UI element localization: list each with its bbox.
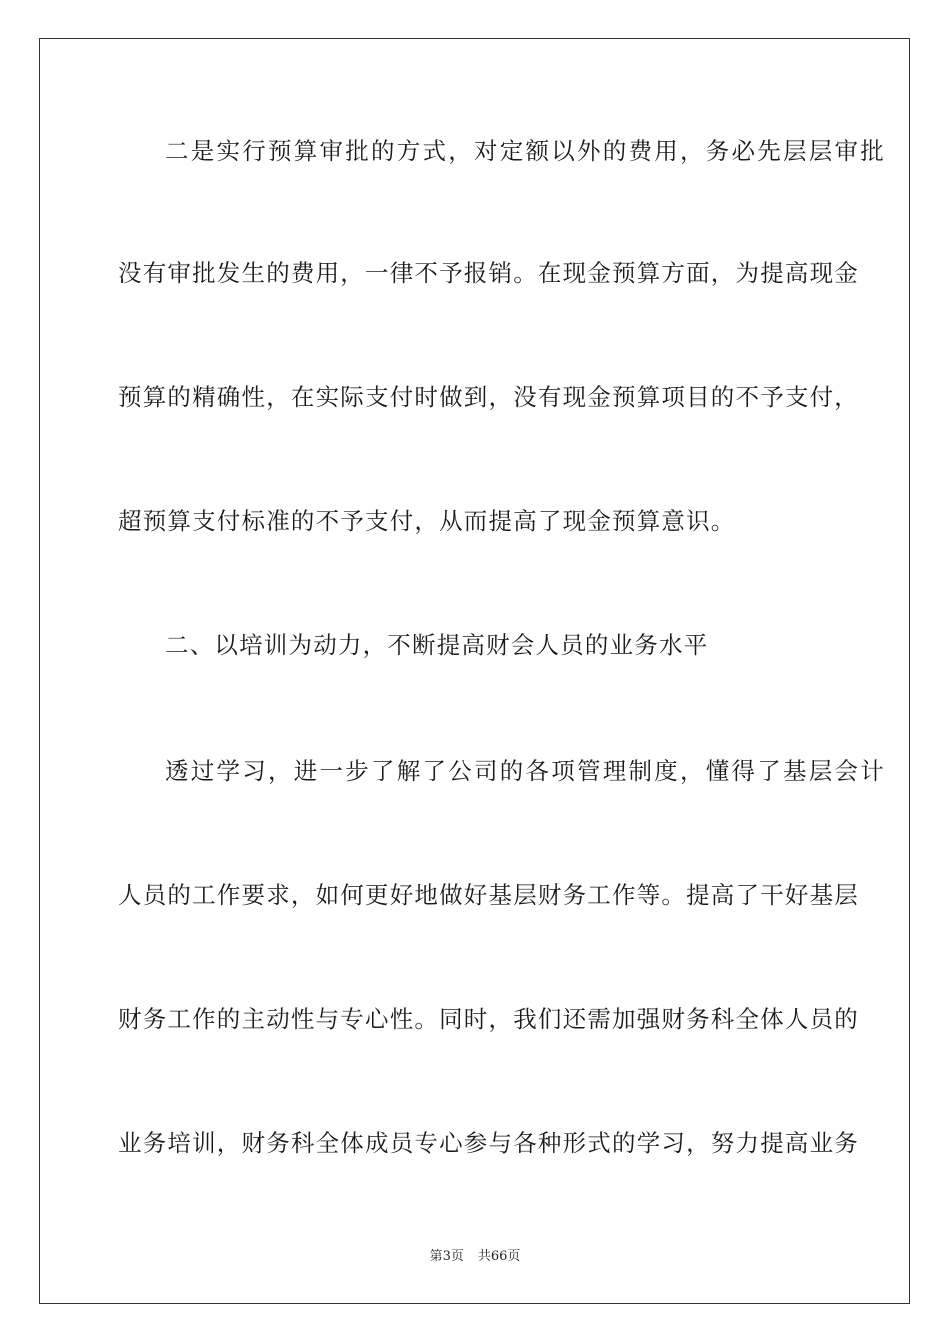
paragraph-line-9: 业务培训，财务科全体成员专心参与各种形式的学习，努力提高业务 [118,1129,859,1157]
paragraph-line-7: 人员的工作要求，如何更好地做好基层财务工作等。提高了干好基层 [118,881,859,909]
page-number-current: 第3页 [429,1249,464,1264]
page-number-total: 共66页 [477,1249,521,1264]
paragraph-line-1: 二是实行预算审批的方式，对定额以外的费用，务必先层层审批 [165,137,885,165]
paragraph-line-2: 没有审批发生的费用，一律不予报销。在现金预算方面，为提高现金 [118,259,859,287]
page-border [39,38,910,1304]
page-footer [0,1245,950,1264]
paragraph-line-6: 透过学习，进一步了解了公司的各项管理制度，懂得了基层会计 [165,757,885,785]
section-heading: 二、以培训为动力，不断提高财会人员的业务水平 [165,631,709,659]
paragraph-line-8: 财务工作的主动性与专心性。同时，我们还需加强财务科全体人员的 [118,1005,859,1033]
paragraph-line-4: 超预算支付标准的不予支付，从而提高了现金预算意识。 [118,507,736,535]
paragraph-line-3: 预算的精确性，在实际支付时做到，没有现金预算项目的不予支付， [118,383,859,411]
